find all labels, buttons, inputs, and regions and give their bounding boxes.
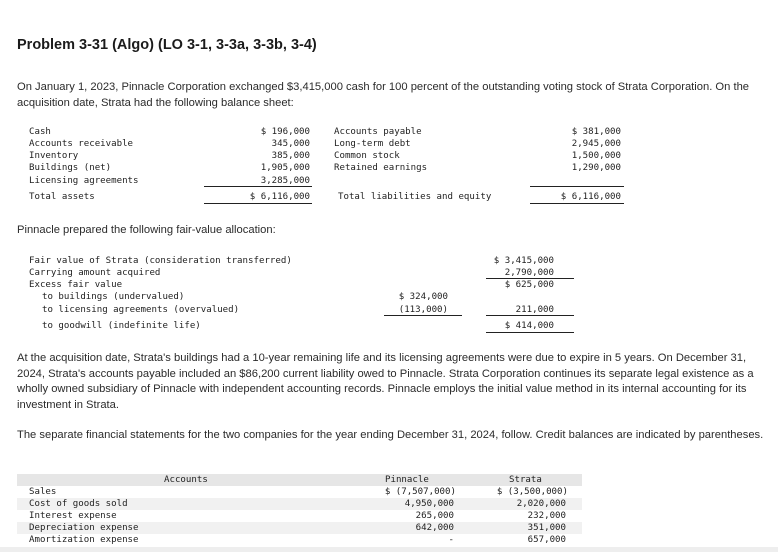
liability-total-rule	[530, 203, 624, 204]
asset-total-rule	[204, 203, 312, 204]
table-row-label: Amortization expense	[29, 535, 139, 545]
paragraph-statements-intro: The separate financial statements for the two companies for the year ending December 31, 2024, follow. Credit balances are indicated by parentheses.	[17, 429, 764, 441]
header-accounts: Accounts	[164, 475, 208, 485]
pinnacle-value: 4,950,000	[404, 499, 454, 509]
table-row-label: Sales	[29, 487, 57, 497]
asset-label: Buildings (net)	[29, 163, 112, 173]
paragraph-acquisition-details: At the acquisition date, Strata's buildings had a 10-year remaining life and its licensing agreements were due to expire in 5 years. On December 31, 2024, Strata's accounts payable included an $86,200 current liability owed to Pinnacle. Strata Corporation continues its separate legal existence as a wholly owned subsidiary of Pinnacle with independent accounting records. Pinnacle employs the initial value method in its internal accounting for its investment in Strata.	[17, 352, 754, 411]
allocation-value: $ 3,415,000	[493, 256, 554, 266]
table-header	[17, 474, 582, 486]
allocation-value: (113,000)	[398, 305, 448, 315]
total-liabilities-label: Total liabilities and equity	[338, 192, 492, 202]
liability-label: Retained earnings	[334, 163, 428, 173]
allocation-label: Carrying amount acquired	[29, 268, 161, 278]
asset-label: Licensing agreements	[29, 176, 139, 186]
asset-label: Accounts receivable	[29, 139, 134, 149]
strata-value: 2,020,000	[516, 499, 566, 509]
pinnacle-value: 265,000	[415, 511, 454, 521]
liability-value: 2,945,000	[571, 139, 621, 149]
asset-subtotal-rule	[204, 186, 312, 187]
allocation-rule	[384, 315, 462, 316]
asset-label: Cash	[29, 127, 51, 137]
header-strata: Strata	[509, 475, 542, 485]
asset-value: 345,000	[271, 139, 310, 149]
allocation-value: 2,790,000	[504, 268, 554, 278]
allocation-rule	[486, 332, 574, 333]
allocation-label: Excess fair value	[29, 280, 123, 290]
strata-value: 351,000	[527, 523, 566, 533]
allocation-value: $ 625,000	[504, 280, 554, 290]
asset-value: $ 196,000	[260, 127, 310, 137]
liability-value: 1,290,000	[571, 163, 621, 173]
allocation-label: to goodwill (indefinite life)	[42, 321, 201, 331]
liability-label: Long-term debt	[334, 139, 411, 149]
pinnacle-value: $ (7,507,000)	[384, 487, 456, 497]
allocation-rule	[486, 315, 574, 316]
liability-label: Accounts payable	[334, 127, 422, 137]
table-row-label: Cost of goods sold	[29, 499, 128, 509]
allocation-value: 211,000	[515, 305, 554, 315]
header-pinnacle: Pinnacle	[385, 475, 429, 485]
liability-subtotal-rule	[530, 186, 624, 187]
pinnacle-value: 642,000	[415, 523, 454, 533]
allocation-label: Fair value of Strata (consideration transferred)	[29, 256, 292, 266]
total-liabilities-value: $ 6,116,000	[560, 192, 621, 202]
pinnacle-value: -	[448, 535, 454, 545]
liability-value: $ 381,000	[571, 127, 621, 137]
asset-value: 385,000	[271, 151, 310, 161]
asset-label: Inventory	[29, 151, 79, 161]
allocation-value: $ 324,000	[398, 292, 448, 302]
asset-value: 1,905,000	[260, 163, 310, 173]
allocation-label: to buildings (undervalued)	[42, 292, 185, 302]
scroll-edge	[0, 547, 778, 552]
problem-title: Problem 3-31 (Algo) (LO 3-1, 3-3a, 3-3b, 3-4)	[17, 37, 317, 53]
strata-value: 657,000	[527, 535, 566, 545]
table-row-label: Depreciation expense	[29, 523, 139, 533]
allocation-intro: Pinnacle prepared the following fair-value allocation:	[17, 224, 276, 236]
table-row-label: Interest expense	[29, 511, 117, 521]
liability-value: 1,500,000	[571, 151, 621, 161]
asset-value: 3,285,000	[260, 176, 310, 186]
total-assets-label: Total assets	[29, 192, 95, 202]
allocation-value: $ 414,000	[504, 321, 554, 331]
strata-value: 232,000	[527, 511, 566, 521]
intro-paragraph: On January 1, 2023, Pinnacle Corporation exchanged $3,415,000 cash for 100 percent of the outstanding voting stock of Strata Corporation. On the acquisition date, Strata had the following balance sheet:	[17, 81, 750, 109]
allocation-label: to licensing agreements (overvalued)	[42, 305, 240, 315]
total-assets-value: $ 6,116,000	[249, 192, 310, 202]
liability-label: Common stock	[334, 151, 400, 161]
strata-value: $ (3,500,000)	[496, 487, 568, 497]
